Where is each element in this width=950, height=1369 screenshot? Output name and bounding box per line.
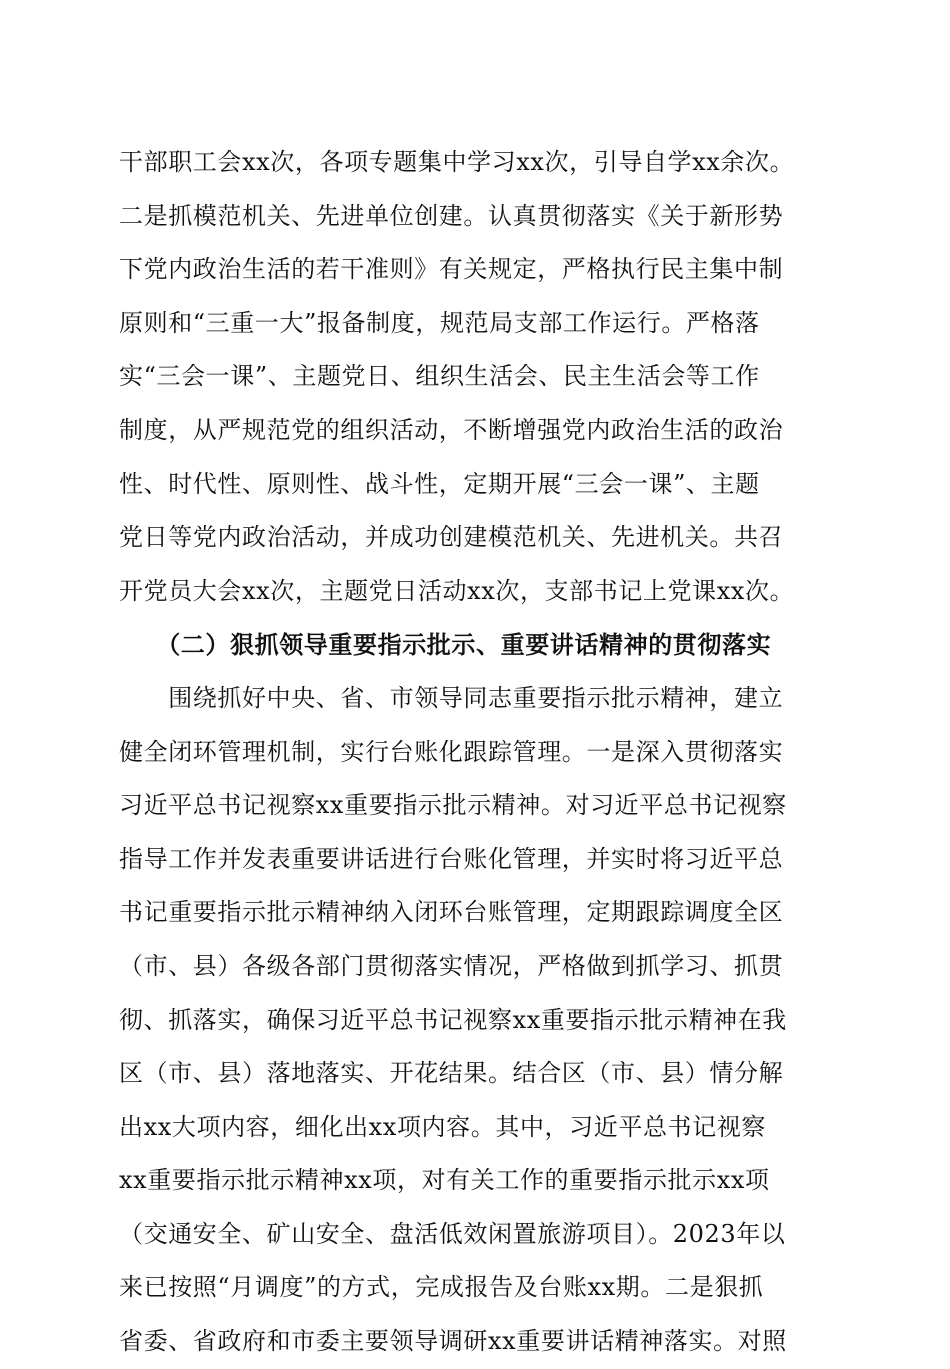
paragraph-line: 实“三会一课”、主题党日、组织生活会、民主生活会等工作	[119, 362, 760, 391]
paragraph-line: 指导工作并发表重要讲话进行台账化管理，并实时将习近平总	[119, 844, 784, 873]
paragraph-line: （市、县）各级各部门贯彻落实情况，严格做到抓学习、抓贯	[119, 951, 784, 980]
paragraph-line: 出xx大项内容，细化出xx项内容。其中，习近平总书记视察	[119, 1112, 766, 1141]
paragraph-line: （交通安全、矿山安全、盘活低效闲置旅游项目）。2023年以	[119, 1219, 786, 1248]
paragraph-line: 性、时代性、原则性、战斗性，定期开展“三会一课”、主题	[119, 469, 760, 498]
paragraph-line: 健全闭环管理机制，实行台账化跟踪管理。一是深入贯彻落实	[119, 737, 784, 766]
paragraph-line: 书记重要指示批示精神纳入闭环台账管理，定期跟踪调度全区	[119, 898, 784, 927]
paragraph-line: 党日等党内政治活动，并成功创建模范机关、先进机关。共召	[119, 523, 784, 552]
paragraph-line: 下党内政治生活的若干准则》有关规定，严格执行民主集中制	[119, 255, 784, 284]
paragraph-line: 来已按照“月调度”的方式，完成报告及台账xx期。二是狠抓	[119, 1273, 764, 1302]
paragraph-line: xx重要指示批示精神xx项，对有关工作的重要指示批示xx项	[119, 1166, 770, 1195]
paragraph-line: 彻、抓落实，确保习近平总书记视察xx重要指示批示精神在我	[119, 1005, 787, 1034]
paragraph-line: 干部职工会xx次，各项专题集中学习xx次，引导自学xx余次。	[119, 148, 795, 176]
section-heading: （二）狠抓领导重要指示批示、重要讲话精神的贯彻落实	[119, 630, 772, 660]
paragraph-line: 开党员大会xx次，主题党日活动xx次，支部书记上党课xx次。	[119, 576, 795, 605]
paragraph-line: 二是抓模范机关、先进单位创建。认真贯彻落实《关于新形势	[119, 201, 784, 230]
paragraph-line: 区（市、县）落地落实、开花结果。结合区（市、县）情分解	[119, 1059, 784, 1088]
paragraph-line: 省委、省政府和市委主要领导调研xx重要讲话精神落实。对照	[119, 1327, 787, 1356]
paragraph-line: 习近平总书记视察xx重要指示批示精神。对习近平总书记视察	[119, 791, 787, 820]
paragraph-line: 制度，从严规范党的组织活动，不断增强党内政治生活的政治	[119, 415, 784, 444]
document-body	[119, 136, 839, 1369]
paragraph-line: 围绕抓好中央、省、市领导同志重要指示批示精神，建立	[119, 683, 784, 712]
paragraph-line: 原则和“三重一大”报备制度，规范局支部工作运行。严格落	[119, 308, 760, 337]
